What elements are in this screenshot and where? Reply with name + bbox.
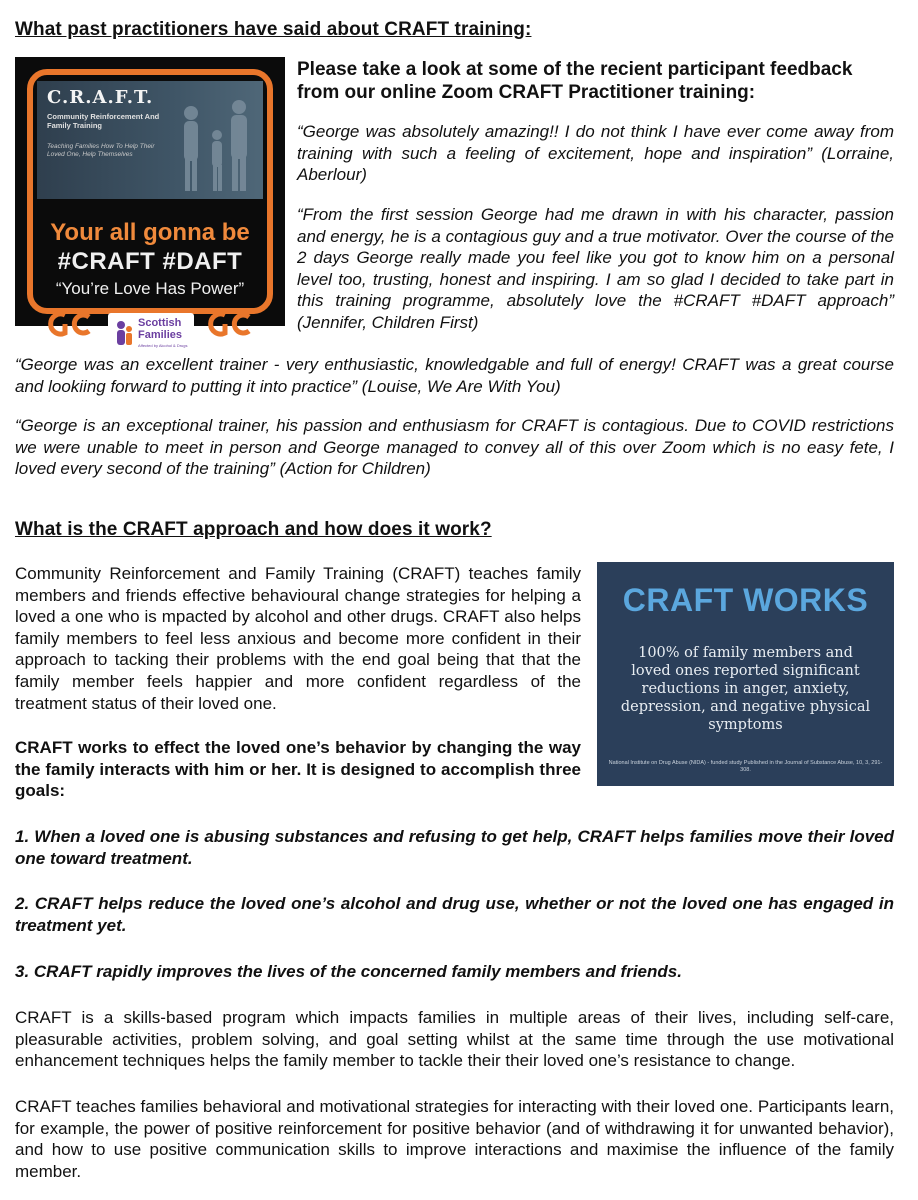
- quote-jennifer: “From the first session George had me drawn in with his character, passion and energy, he is a contagious guy and a true motivator. Over the course of the 2 days George really made you feel like you got to know him on a personal level too, trusting, honest and inspiring. I am so glad I decided to take part in this training programme, absolutely love the #CRAFT #DAFT approach” (Jennifer, Children First): [297, 205, 894, 332]
- approach-paragraph-1: Community Reinforcement and Family Training (CRAFT) teaches family members and friends effective behavioural change strategies for helping a loved a one who is mpacted by alcohol and other drugs. CRAFT also helps family members to feel less anxious and become more confident in their approach to tacking their problems with the end goal being that that the family member feels happier and more confident regardless of the treatment status of their loved one.: [15, 564, 581, 713]
- poster-banner: [37, 81, 263, 199]
- approach-paragraph-2: CRAFT works to effect the loved one’s behavior by changing the way the family interacts with him or her. It is designed to accomplish three goals:: [15, 738, 581, 801]
- poster-subtitle: Community Reinforcement And Family Training: [47, 112, 160, 130]
- closing-paragraph-2: CRAFT teaches families behavioral and motivational strategies for interacting with their loved one. Participants learn, for example, the power of positive reinforcement for positive behavior (and of withdrawing it for unwanted behavior), and how to use positive communication skills to improve interactions and maximise the influence of the family member.: [15, 1097, 894, 1181]
- craft-works-title: CRAFT WORKS: [622, 582, 869, 618]
- quote-louise: “George was an excellent trainer - very enthusiastic, knowledgable and full of energy! CRAFT was a great course and lookiing forward to putting it into practice” (Louise, We Are With You): [15, 355, 894, 396]
- swirl-logo-icon: [205, 309, 255, 339]
- people-icon: [114, 319, 134, 347]
- poster-line-1: Your all gonna be: [50, 219, 250, 246]
- family-silhouette-icon: [173, 91, 259, 195]
- craft-daft-poster: [15, 57, 285, 348]
- poster-line-2: #CRAFT #DAFT: [57, 248, 243, 275]
- closing-paragraph-1: CRAFT is a skills-based program which impacts families in multiple areas of their lives, including self-care, pleasurable activities, problem solving, and goal setting whilst at the same time through the use motivational enhancement techniques helps the family member to tackle their their loved one’s resistance to change.: [15, 1008, 894, 1071]
- poster-title: C.R.A.F.T.: [47, 87, 154, 108]
- feedback-heading: What past practitioners have said about CRAFT training:: [15, 19, 532, 40]
- swirl-logo-icon: [45, 309, 95, 339]
- goal-2: 2. CRAFT helps reduce the loved one’s alcohol and drug use, whether or not the loved one has engaged in treatment yet.: [15, 894, 894, 935]
- badge-name: Scottish Families: [138, 317, 183, 341]
- craft-works-footnote: National Institute on Drug Abuse (NIDA) - funded study Published in the Journal of Substance Abuse, 10, 3, 291-308.: [608, 760, 883, 773]
- scottish-families-logo: [108, 313, 194, 353]
- goal-3: 3. CRAFT rapidly improves the lives of the concerned family members and friends.: [15, 962, 682, 981]
- poster-line-3: “You’re Love Has Power”: [55, 279, 245, 298]
- badge-small-text: Affected by Alcohol & Drugs: [138, 343, 188, 348]
- poster-tagline: Teaching Families How To Help Their Loved One, Help Themselves: [47, 143, 155, 158]
- craft-works-body: 100% of family members and loved ones reported significant reductions in anger, anxiety, depression, and negative physical symptoms: [620, 645, 871, 733]
- craft-works-infographic: [597, 562, 894, 786]
- goal-1: 1. When a loved one is abusing substances and refusing to get help, CRAFT helps families move their loved one toward treatment.: [15, 827, 894, 868]
- quote-lorraine: “George was absolutely amazing!! I do not think I have ever come away from training with such a feeling of excitement, hope and inspiration” (Lorraine, Aberlour): [297, 122, 894, 185]
- feedback-intro: Please take a look at some of the recient participant feedback from our online Zoom CRAFT Practitioner training:: [297, 59, 853, 103]
- quote-action-for-children: “George is an exceptional trainer, his passion and enthusiasm for CRAFT is contagious. Due to COVID restrictions we were unable to meet in person and George managed to convey all of this over Zoom which is no easy fete, I loved every second of the training” (Action for Children): [15, 416, 894, 479]
- approach-heading: What is the CRAFT approach and how does it work?: [15, 519, 492, 540]
